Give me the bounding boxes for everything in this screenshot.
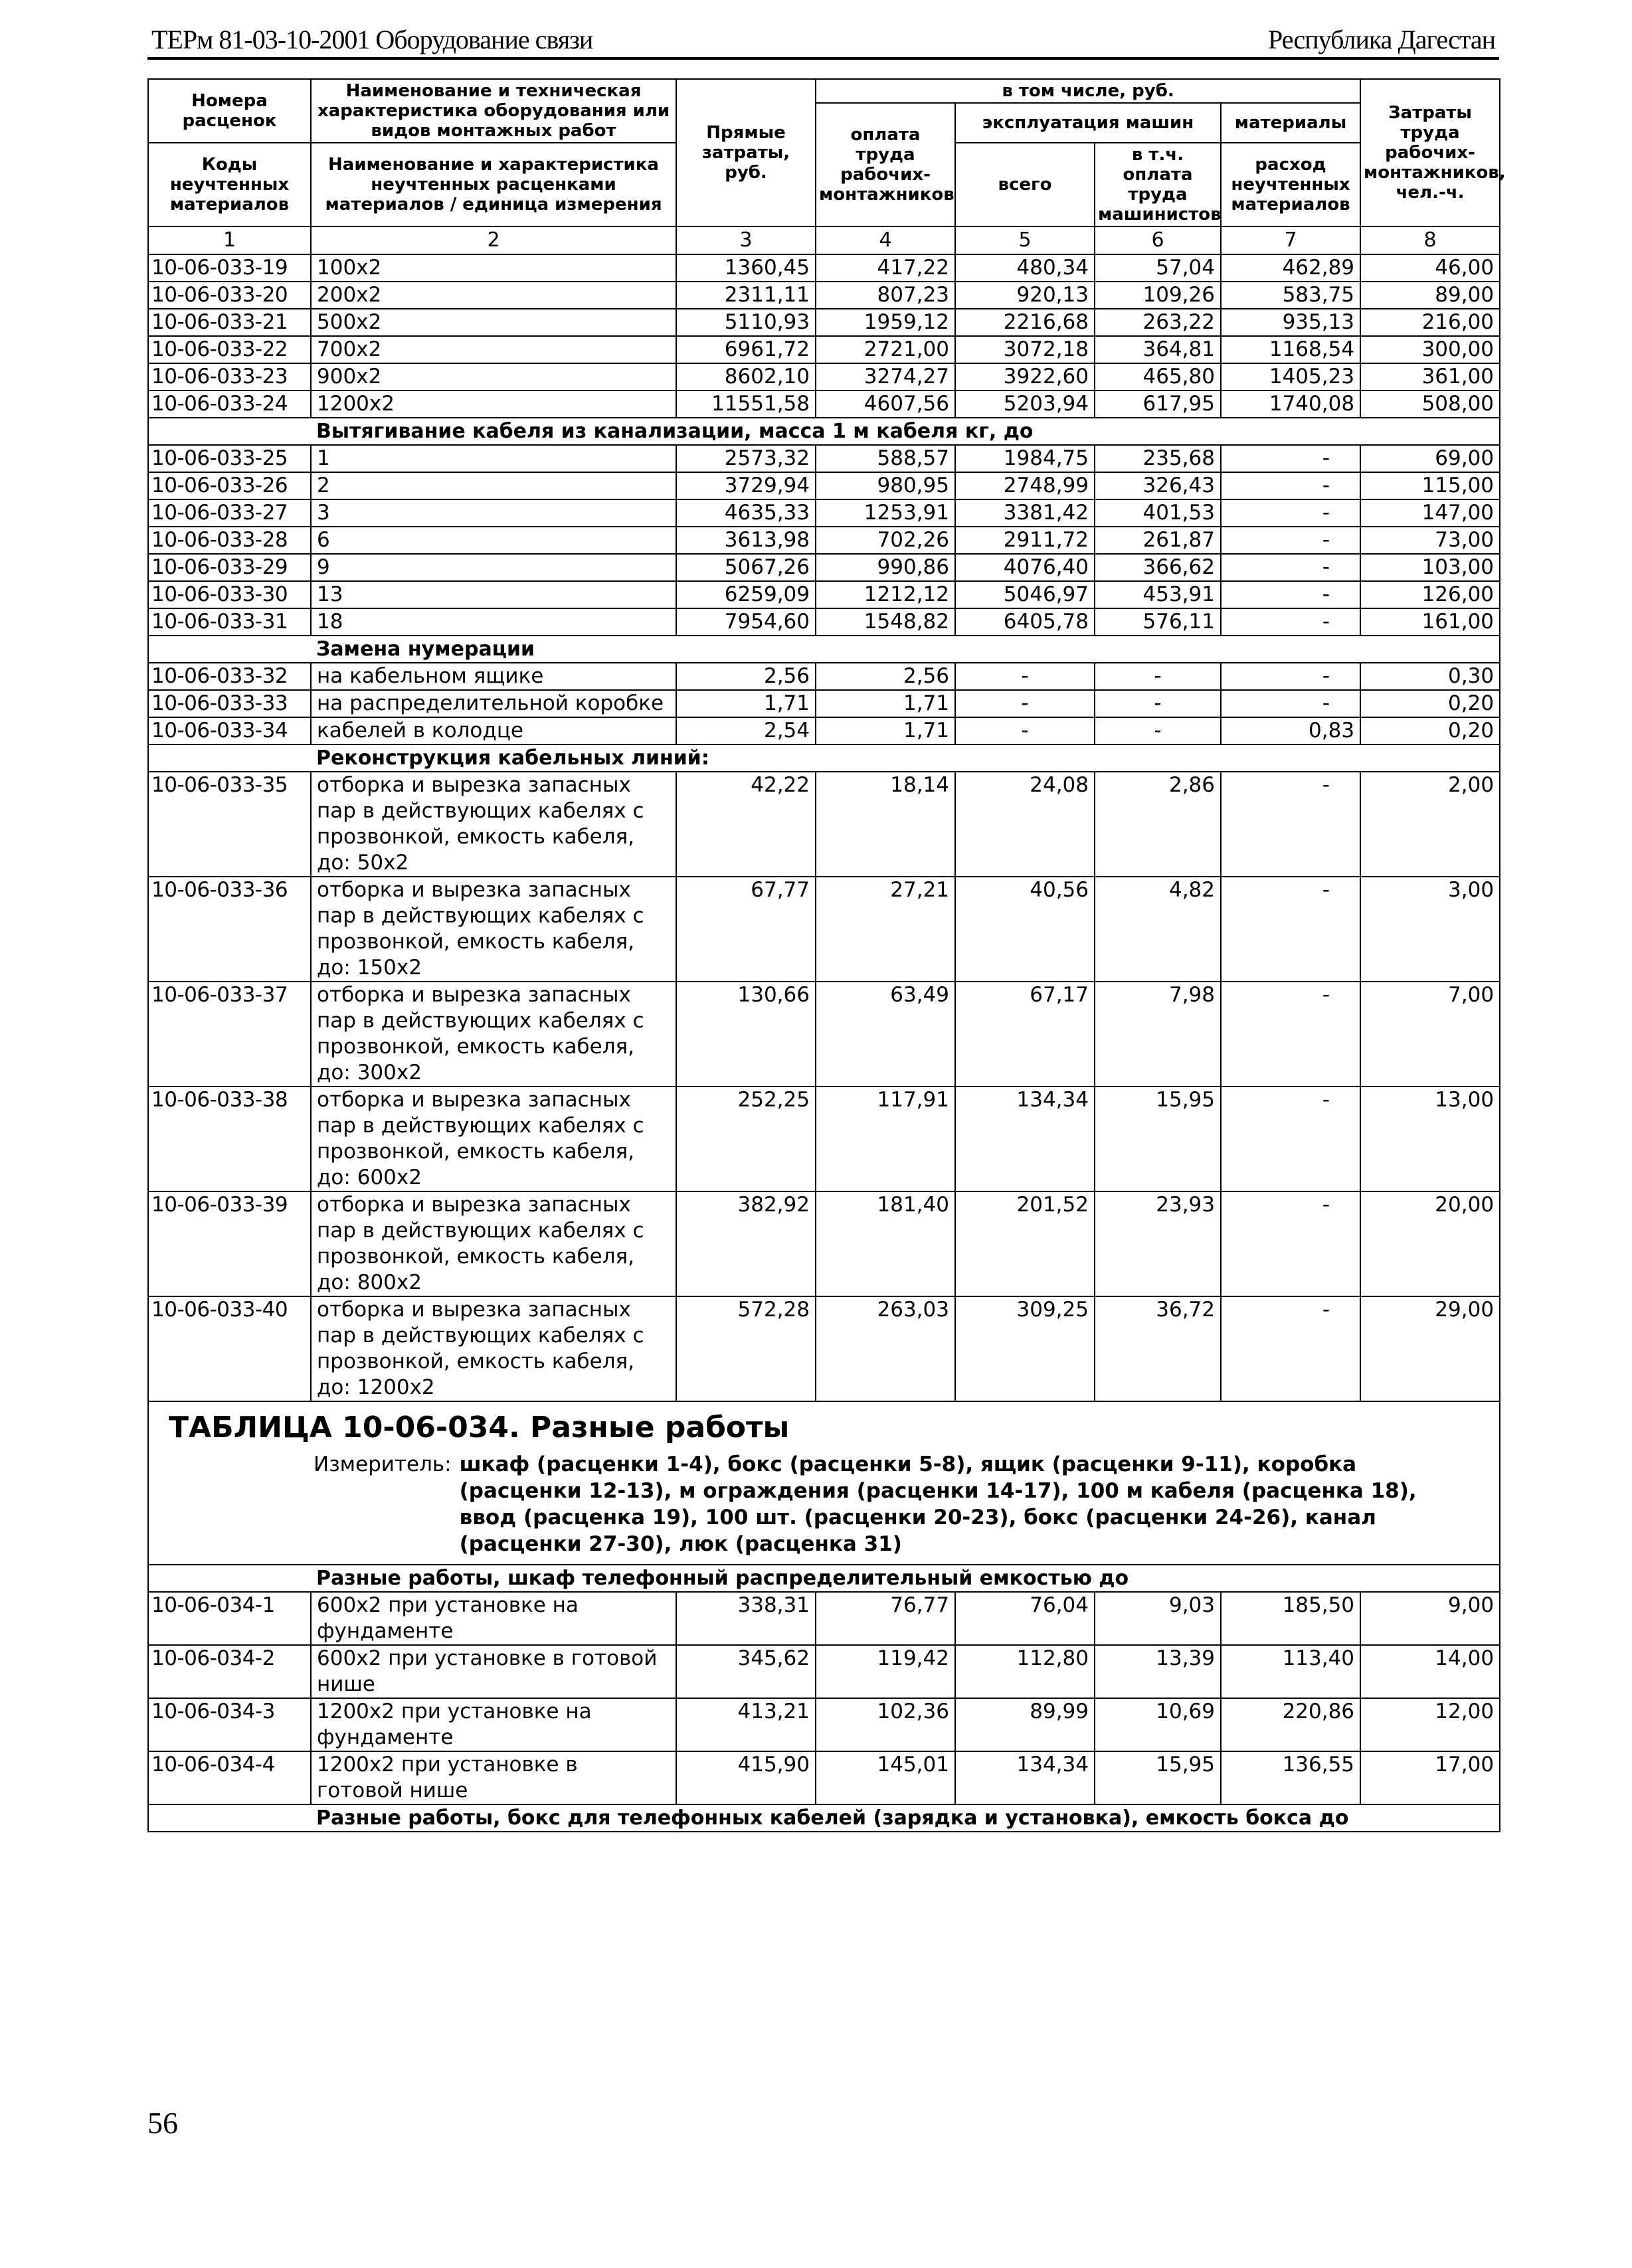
table-034-title: ТАБЛИЦА 10-06-034. Разные работы bbox=[169, 1411, 790, 1444]
labor-hours-cell: 3,00 bbox=[1360, 877, 1500, 982]
table-034-meter bbox=[169, 1451, 1479, 1557]
labor-hours-cell: 103,00 bbox=[1360, 554, 1500, 581]
norms-table bbox=[147, 78, 1506, 1832]
work-name-cell: 1200х2 при установке на фундаменте bbox=[311, 1698, 676, 1751]
labor-pay-cell: 63,49 bbox=[816, 982, 955, 1087]
materials-cell: 0,83 bbox=[1221, 717, 1360, 744]
direct-costs-cell: 1,71 bbox=[676, 690, 816, 717]
materials-cell: - bbox=[1221, 1191, 1360, 1296]
work-name-cell: кабелей в колодце bbox=[311, 717, 676, 744]
materials-cell: - bbox=[1221, 1087, 1360, 1191]
section-title: Реконструкция кабельных линий: bbox=[311, 744, 1500, 772]
work-name-cell: 1 bbox=[311, 445, 676, 472]
materials-cell: 113,40 bbox=[1221, 1645, 1360, 1698]
labor-hours-cell: 20,00 bbox=[1360, 1191, 1500, 1296]
labor-pay-cell: 1253,91 bbox=[816, 499, 955, 527]
work-name-cell: 3 bbox=[311, 499, 676, 527]
header-materials-sub: расход неучтенных материалов bbox=[1221, 143, 1360, 226]
column-number: 2 bbox=[311, 226, 676, 254]
labor-hours-cell: 147,00 bbox=[1360, 499, 1500, 527]
direct-costs-cell: 3613,98 bbox=[676, 527, 816, 554]
machinist-pay-cell: 9,03 bbox=[1095, 1592, 1221, 1645]
table-row bbox=[148, 499, 1500, 527]
section-cable-pulling bbox=[148, 418, 1500, 445]
table-row bbox=[148, 581, 1500, 608]
rate-code-cell: 10-06-033-27 bbox=[148, 499, 311, 527]
header-name-top: Наименование и техническая характеристика оборудования или видов монтажных работ bbox=[311, 79, 676, 143]
labor-pay-cell: 1,71 bbox=[816, 690, 955, 717]
rate-code-cell: 10-06-033-35 bbox=[148, 772, 311, 877]
machinist-pay-cell: 23,93 bbox=[1095, 1191, 1221, 1296]
table-row bbox=[148, 554, 1500, 581]
labor-pay-cell: 2721,00 bbox=[816, 336, 955, 363]
table-row bbox=[148, 1087, 1500, 1191]
labor-pay-cell: 807,23 bbox=[816, 282, 955, 309]
table-row bbox=[148, 391, 1500, 418]
machines-total-cell: 309,25 bbox=[955, 1296, 1095, 1401]
machines-total-cell: 5046,97 bbox=[955, 581, 1095, 608]
labor-pay-cell: 4607,56 bbox=[816, 391, 955, 418]
materials-cell: - bbox=[1221, 982, 1360, 1087]
machines-total-cell: 134,34 bbox=[955, 1087, 1095, 1191]
machines-total-cell: 40,56 bbox=[955, 877, 1095, 982]
section-title: Замена нумерации bbox=[311, 636, 1500, 663]
work-name-cell: отборка и вырезка запасных пар в действующих кабелях с прозвонкой, емкость кабеля, до: 300х2 bbox=[311, 982, 676, 1087]
rate-code-cell: 10-06-034-3 bbox=[148, 1698, 311, 1751]
machinist-pay-cell: 36,72 bbox=[1095, 1296, 1221, 1401]
labor-hours-cell: 216,00 bbox=[1360, 309, 1500, 336]
rate-code-cell: 10-06-033-22 bbox=[148, 336, 311, 363]
materials-cell: 1168,54 bbox=[1221, 336, 1360, 363]
machinist-pay-cell: 326,43 bbox=[1095, 472, 1221, 499]
machines-total-cell: 4076,40 bbox=[955, 554, 1095, 581]
rate-code-cell: 10-06-033-33 bbox=[148, 690, 311, 717]
rate-code-cell: 10-06-033-31 bbox=[148, 608, 311, 636]
machines-total-cell: 920,13 bbox=[955, 282, 1095, 309]
header-code-bottom: Коды неучтенных материалов bbox=[148, 143, 311, 226]
work-name-cell: на кабельном ящике bbox=[311, 663, 676, 690]
materials-cell: 1740,08 bbox=[1221, 391, 1360, 418]
direct-costs-cell: 2,54 bbox=[676, 717, 816, 744]
rate-code-cell: 10-06-033-28 bbox=[148, 527, 311, 554]
direct-costs-cell: 67,77 bbox=[676, 877, 816, 982]
machinist-pay-cell: 364,81 bbox=[1095, 336, 1221, 363]
section-spacer bbox=[148, 418, 311, 445]
labor-hours-cell: 73,00 bbox=[1360, 527, 1500, 554]
direct-costs-cell: 42,22 bbox=[676, 772, 816, 877]
section-renumbering bbox=[148, 636, 1500, 663]
section-title: Разные работы, шкаф телефонный распределительный емкостью до bbox=[311, 1565, 1500, 1592]
labor-pay-cell: 3274,27 bbox=[816, 363, 955, 391]
work-name-cell: отборка и вырезка запасных пар в действующих кабелях с прозвонкой, емкость кабеля, до: 1200х2 bbox=[311, 1296, 676, 1401]
table-row bbox=[148, 472, 1500, 499]
table-row bbox=[148, 254, 1500, 282]
labor-pay-cell: 181,40 bbox=[816, 1191, 955, 1296]
labor-pay-cell: 990,86 bbox=[816, 554, 955, 581]
direct-costs-cell: 252,25 bbox=[676, 1087, 816, 1191]
rate-code-cell: 10-06-033-38 bbox=[148, 1087, 311, 1191]
column-number: 4 bbox=[816, 226, 955, 254]
machinist-pay-cell: 57,04 bbox=[1095, 254, 1221, 282]
work-name-cell: 600х2 при установке на фундаменте bbox=[311, 1592, 676, 1645]
materials-cell: - bbox=[1221, 608, 1360, 636]
direct-costs-cell: 413,21 bbox=[676, 1698, 816, 1751]
direct-costs-cell: 8602,10 bbox=[676, 363, 816, 391]
machines-total-cell: 6405,78 bbox=[955, 608, 1095, 636]
direct-costs-cell: 415,90 bbox=[676, 1751, 816, 1804]
materials-cell: - bbox=[1221, 1296, 1360, 1401]
labor-hours-cell: 161,00 bbox=[1360, 608, 1500, 636]
rate-code-cell: 10-06-033-21 bbox=[148, 309, 311, 336]
machines-total-cell: 2748,99 bbox=[955, 472, 1095, 499]
rate-code-cell: 10-06-034-1 bbox=[148, 1592, 311, 1645]
header-labor-pay: оплата труда рабочих-монтажников bbox=[816, 103, 955, 226]
machines-total-cell: 2911,72 bbox=[955, 527, 1095, 554]
labor-pay-cell: 102,36 bbox=[816, 1698, 955, 1751]
table-row bbox=[148, 877, 1500, 982]
header-labor-hours: Затраты труда рабочих-монтажников, чел.-ч. bbox=[1360, 79, 1500, 226]
table-row bbox=[148, 363, 1500, 391]
machinist-pay-cell: 401,53 bbox=[1095, 499, 1221, 527]
table-row bbox=[148, 772, 1500, 877]
labor-pay-cell: 1548,82 bbox=[816, 608, 955, 636]
materials-cell: 462,89 bbox=[1221, 254, 1360, 282]
machines-total-cell: 3381,42 bbox=[955, 499, 1095, 527]
labor-pay-cell: 263,03 bbox=[816, 1296, 955, 1401]
table-row bbox=[148, 608, 1500, 636]
labor-hours-cell: 89,00 bbox=[1360, 282, 1500, 309]
labor-pay-cell: 18,14 bbox=[816, 772, 955, 877]
table-row bbox=[148, 1592, 1500, 1645]
table-row bbox=[148, 690, 1500, 717]
direct-costs-cell: 2,56 bbox=[676, 663, 816, 690]
labor-hours-cell: 69,00 bbox=[1360, 445, 1500, 472]
rate-code-cell: 10-06-033-40 bbox=[148, 1296, 311, 1401]
materials-cell: - bbox=[1221, 772, 1360, 877]
machinist-pay-cell: - bbox=[1095, 663, 1221, 690]
table-row bbox=[148, 1698, 1500, 1751]
direct-costs-cell: 2573,32 bbox=[676, 445, 816, 472]
region-name: Республика Дагестан bbox=[1268, 25, 1495, 54]
header-machines: эксплуатация машин bbox=[955, 103, 1221, 143]
column-number: 8 bbox=[1360, 226, 1500, 254]
direct-costs-cell: 130,66 bbox=[676, 982, 816, 1087]
direct-costs-cell: 4635,33 bbox=[676, 499, 816, 527]
labor-pay-cell: 2,56 bbox=[816, 663, 955, 690]
machinist-pay-cell: 2,86 bbox=[1095, 772, 1221, 877]
direct-costs-cell: 3729,94 bbox=[676, 472, 816, 499]
column-number: 1 bbox=[148, 226, 311, 254]
materials-cell: 185,50 bbox=[1221, 1592, 1360, 1645]
rate-code-cell: 10-06-033-24 bbox=[148, 391, 311, 418]
materials-cell: 935,13 bbox=[1221, 309, 1360, 336]
column-number: 3 bbox=[676, 226, 816, 254]
materials-cell: - bbox=[1221, 663, 1360, 690]
machinist-pay-cell: 13,39 bbox=[1095, 1645, 1221, 1698]
machinist-pay-cell: 7,98 bbox=[1095, 982, 1221, 1087]
work-name-cell: 18 bbox=[311, 608, 676, 636]
rate-code-cell: 10-06-033-29 bbox=[148, 554, 311, 581]
machinist-pay-cell: 10,69 bbox=[1095, 1698, 1221, 1751]
labor-pay-cell: 588,57 bbox=[816, 445, 955, 472]
machines-total-cell: - bbox=[955, 690, 1095, 717]
machines-total-cell: 134,34 bbox=[955, 1751, 1095, 1804]
materials-cell: - bbox=[1221, 499, 1360, 527]
labor-pay-cell: 76,77 bbox=[816, 1592, 955, 1645]
machinist-pay-cell: 263,22 bbox=[1095, 309, 1221, 336]
labor-pay-cell: 27,21 bbox=[816, 877, 955, 982]
labor-hours-cell: 361,00 bbox=[1360, 363, 1500, 391]
labor-hours-cell: 9,00 bbox=[1360, 1592, 1500, 1645]
table-row bbox=[148, 663, 1500, 690]
section-spacer bbox=[148, 1804, 311, 1832]
machines-total-cell: 201,52 bbox=[955, 1191, 1095, 1296]
section-title: Вытягивание кабеля из канализации, масса 1 м кабеля кг, до bbox=[311, 418, 1500, 445]
labor-pay-cell: 1212,12 bbox=[816, 581, 955, 608]
labor-hours-cell: 17,00 bbox=[1360, 1751, 1500, 1804]
work-name-cell: отборка и вырезка запасных пар в действующих кабелях с прозвонкой, емкость кабеля, до: 600х2 bbox=[311, 1087, 676, 1191]
labor-pay-cell: 1959,12 bbox=[816, 309, 955, 336]
table-row bbox=[148, 309, 1500, 336]
work-name-cell: 200х2 bbox=[311, 282, 676, 309]
labor-hours-cell: 0,20 bbox=[1360, 717, 1500, 744]
machinist-pay-cell: - bbox=[1095, 690, 1221, 717]
direct-costs-cell: 11551,58 bbox=[676, 391, 816, 418]
rate-code-cell: 10-06-033-32 bbox=[148, 663, 311, 690]
rate-code-cell: 10-06-033-37 bbox=[148, 982, 311, 1087]
section-spacer bbox=[148, 1565, 311, 1592]
rate-code-cell: 10-06-033-20 bbox=[148, 282, 311, 309]
column-number-row bbox=[148, 226, 1500, 254]
table-row bbox=[148, 336, 1500, 363]
machines-total-cell: 3072,18 bbox=[955, 336, 1095, 363]
work-name-cell: 9 bbox=[311, 554, 676, 581]
section-reconstruction bbox=[148, 744, 1500, 772]
labor-pay-cell: 145,01 bbox=[816, 1751, 955, 1804]
machines-total-cell: 76,04 bbox=[955, 1592, 1095, 1645]
header-row-top bbox=[148, 79, 1500, 103]
machines-total-cell: 5203,94 bbox=[955, 391, 1095, 418]
table-row bbox=[148, 527, 1500, 554]
labor-hours-cell: 7,00 bbox=[1360, 982, 1500, 1087]
header-code-top: Номера расценок bbox=[148, 79, 311, 143]
materials-cell: - bbox=[1221, 581, 1360, 608]
work-name-cell: отборка и вырезка запасных пар в действующих кабелях с прозвонкой, емкость кабеля, до: 800х2 bbox=[311, 1191, 676, 1296]
machines-total-cell: - bbox=[955, 717, 1095, 744]
machinist-pay-cell: 4,82 bbox=[1095, 877, 1221, 982]
table-row bbox=[148, 1191, 1500, 1296]
machines-total-cell: 1984,75 bbox=[955, 445, 1095, 472]
direct-costs-cell: 1360,45 bbox=[676, 254, 816, 282]
work-name-cell: 6 bbox=[311, 527, 676, 554]
column-number: 5 bbox=[955, 226, 1095, 254]
rate-code-cell: 10-06-033-25 bbox=[148, 445, 311, 472]
machinist-pay-cell: 15,95 bbox=[1095, 1751, 1221, 1804]
work-name-cell: отборка и вырезка запасных пар в действующих кабелях с прозвонкой, емкость кабеля, до: 50х2 bbox=[311, 772, 676, 877]
machines-total-cell: 24,08 bbox=[955, 772, 1095, 877]
work-name-cell: 1200х2 при установке в готовой нише bbox=[311, 1751, 676, 1804]
rate-code-cell: 10-06-033-30 bbox=[148, 581, 311, 608]
machines-total-cell: 67,17 bbox=[955, 982, 1095, 1087]
materials-cell: - bbox=[1221, 554, 1360, 581]
direct-costs-cell: 7954,60 bbox=[676, 608, 816, 636]
work-name-cell: 1200х2 bbox=[311, 391, 676, 418]
header-including: в том числе, руб. bbox=[816, 79, 1360, 103]
column-number: 6 bbox=[1095, 226, 1221, 254]
labor-pay-cell: 417,22 bbox=[816, 254, 955, 282]
labor-hours-cell: 29,00 bbox=[1360, 1296, 1500, 1401]
machinist-pay-cell: 617,95 bbox=[1095, 391, 1221, 418]
table-row bbox=[148, 1645, 1500, 1698]
labor-hours-cell: 126,00 bbox=[1360, 581, 1500, 608]
labor-hours-cell: 12,00 bbox=[1360, 1698, 1500, 1751]
labor-hours-cell: 2,00 bbox=[1360, 772, 1500, 877]
materials-cell: 136,55 bbox=[1221, 1751, 1360, 1804]
rate-code-cell: 10-06-033-36 bbox=[148, 877, 311, 982]
labor-hours-cell: 0,20 bbox=[1360, 690, 1500, 717]
labor-pay-cell: 980,95 bbox=[816, 472, 955, 499]
labor-hours-cell: 14,00 bbox=[1360, 1645, 1500, 1698]
direct-costs-cell: 5110,93 bbox=[676, 309, 816, 336]
meter-label: Измеритель: bbox=[314, 1452, 452, 1476]
running-header bbox=[147, 20, 1499, 60]
document-code: ТЕРм 81-03-10-2001 Оборудование связи bbox=[151, 25, 593, 54]
labor-hours-cell: 508,00 bbox=[1360, 391, 1500, 418]
work-name-cell: 2 bbox=[311, 472, 676, 499]
work-name-cell: 100х2 bbox=[311, 254, 676, 282]
header-name-bottom: Наименование и характеристика неучтенных расценками материалов / единица измерения bbox=[311, 143, 676, 226]
labor-hours-cell: 115,00 bbox=[1360, 472, 1500, 499]
table-row bbox=[148, 282, 1500, 309]
rate-code-cell: 10-06-034-4 bbox=[148, 1751, 311, 1804]
machines-total-cell: - bbox=[955, 663, 1095, 690]
labor-pay-cell: 1,71 bbox=[816, 717, 955, 744]
work-name-cell: отборка и вырезка запасных пар в действующих кабелях с прозвонкой, емкость кабеля, до: 150х2 bbox=[311, 877, 676, 982]
direct-costs-cell: 5067,26 bbox=[676, 554, 816, 581]
rate-code-cell: 10-06-033-23 bbox=[148, 363, 311, 391]
labor-hours-cell: 46,00 bbox=[1360, 254, 1500, 282]
direct-costs-cell: 338,31 bbox=[676, 1592, 816, 1645]
materials-cell: 583,75 bbox=[1221, 282, 1360, 309]
work-name-cell: 600х2 при установке в готовой нише bbox=[311, 1645, 676, 1698]
header-machinist-pay: в т.ч. оплата труда машинистов bbox=[1095, 143, 1221, 226]
labor-hours-cell: 13,00 bbox=[1360, 1087, 1500, 1191]
rate-code-cell: 10-06-033-19 bbox=[148, 254, 311, 282]
section-title: Разные работы, бокс для телефонных кабелей (зарядка и установка), емкость бокса до bbox=[311, 1804, 1500, 1832]
labor-pay-cell: 119,42 bbox=[816, 1645, 955, 1698]
column-number: 7 bbox=[1221, 226, 1360, 254]
work-name-cell: 500х2 bbox=[311, 309, 676, 336]
table-row bbox=[148, 1296, 1500, 1401]
labor-pay-cell: 117,91 bbox=[816, 1087, 955, 1191]
section-cabinet bbox=[148, 1565, 1500, 1592]
table-034-heading bbox=[148, 1401, 1500, 1565]
direct-costs-cell: 6259,09 bbox=[676, 581, 816, 608]
work-name-cell: 900х2 bbox=[311, 363, 676, 391]
table-row bbox=[148, 1751, 1500, 1804]
machinist-pay-cell: 235,68 bbox=[1095, 445, 1221, 472]
materials-cell: - bbox=[1221, 472, 1360, 499]
machinist-pay-cell: 453,91 bbox=[1095, 581, 1221, 608]
labor-hours-cell: 300,00 bbox=[1360, 336, 1500, 363]
rate-code-cell: 10-06-033-26 bbox=[148, 472, 311, 499]
machines-total-cell: 3922,60 bbox=[955, 363, 1095, 391]
section-spacer bbox=[148, 636, 311, 663]
header-direct-costs: Прямые затраты, руб. bbox=[676, 79, 816, 226]
rate-code-cell: 10-06-033-39 bbox=[148, 1191, 311, 1296]
materials-cell: - bbox=[1221, 690, 1360, 717]
machinist-pay-cell: 15,95 bbox=[1095, 1087, 1221, 1191]
materials-cell: - bbox=[1221, 877, 1360, 982]
rate-code-cell: 10-06-034-2 bbox=[148, 1645, 311, 1698]
table-row bbox=[148, 982, 1500, 1087]
meter-text: шкаф (расценки 1-4), бокс (расценки 5-8), ящик (расценки 9-11), коробка (расценки 12-13), м ограждения (расценки 14-17), 100 м кабеля (расценка 18), ввод (расценка 19), 100 шт. (расценки 20-23), бокс (расценки 24-26), канал (расценки 27-30), люк (расценка 31) bbox=[459, 1452, 1417, 1556]
machinist-pay-cell: 576,11 bbox=[1095, 608, 1221, 636]
table-row bbox=[148, 445, 1500, 472]
machinist-pay-cell: 109,26 bbox=[1095, 282, 1221, 309]
section-box bbox=[148, 1804, 1500, 1832]
direct-costs-cell: 382,92 bbox=[676, 1191, 816, 1296]
machinist-pay-cell: 366,62 bbox=[1095, 554, 1221, 581]
table-034-heading-row bbox=[148, 1401, 1500, 1565]
materials-cell: - bbox=[1221, 527, 1360, 554]
materials-cell: 220,86 bbox=[1221, 1698, 1360, 1751]
direct-costs-cell: 572,28 bbox=[676, 1296, 816, 1401]
materials-cell: 1405,23 bbox=[1221, 363, 1360, 391]
machines-total-cell: 2216,68 bbox=[955, 309, 1095, 336]
machinist-pay-cell: 465,80 bbox=[1095, 363, 1221, 391]
page-number: 56 bbox=[147, 2106, 178, 2140]
materials-cell: - bbox=[1221, 445, 1360, 472]
work-name-cell: 13 bbox=[311, 581, 676, 608]
machines-total-cell: 480,34 bbox=[955, 254, 1095, 282]
section-spacer bbox=[148, 744, 311, 772]
machines-total-cell: 89,99 bbox=[955, 1698, 1095, 1751]
work-name-cell: 700х2 bbox=[311, 336, 676, 363]
machinist-pay-cell: - bbox=[1095, 717, 1221, 744]
header-machines-total: всего bbox=[955, 143, 1095, 226]
header-materials: материалы bbox=[1221, 103, 1360, 143]
labor-hours-cell: 0,30 bbox=[1360, 663, 1500, 690]
work-name-cell: на распределительной коробке bbox=[311, 690, 676, 717]
machines-total-cell: 112,80 bbox=[955, 1645, 1095, 1698]
direct-costs-cell: 345,62 bbox=[676, 1645, 816, 1698]
rate-code-cell: 10-06-033-34 bbox=[148, 717, 311, 744]
direct-costs-cell: 2311,11 bbox=[676, 282, 816, 309]
labor-pay-cell: 702,26 bbox=[816, 527, 955, 554]
table-row bbox=[148, 717, 1500, 744]
machinist-pay-cell: 261,87 bbox=[1095, 527, 1221, 554]
direct-costs-cell: 6961,72 bbox=[676, 336, 816, 363]
